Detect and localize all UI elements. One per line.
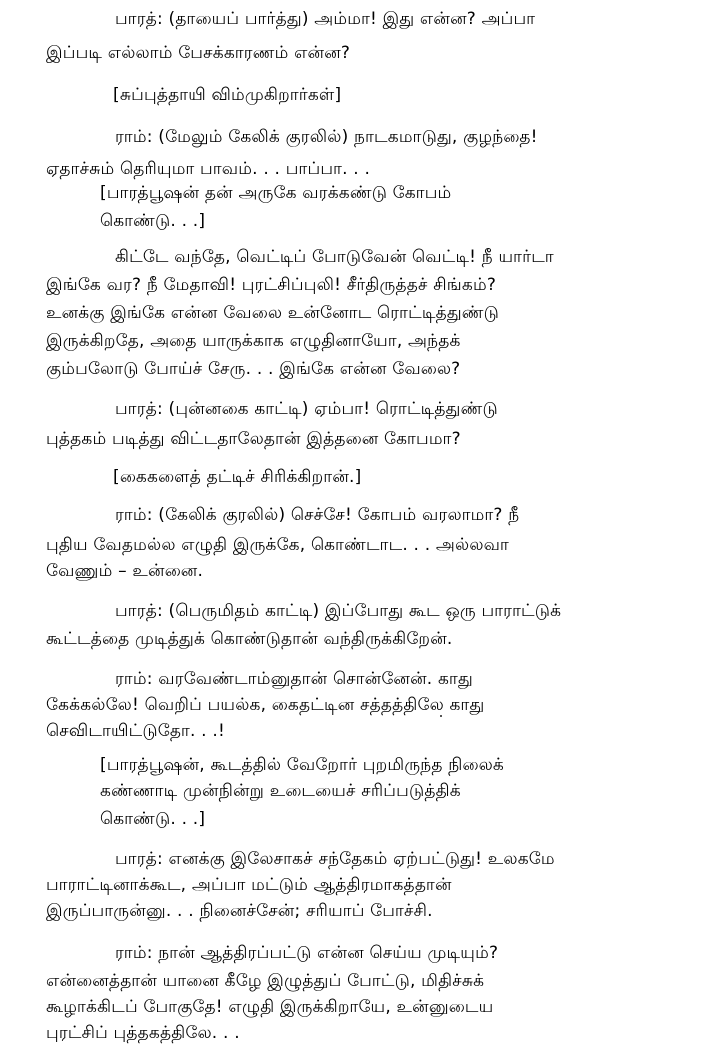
text-line: ராம்: (கேலிக் குரலில்) செச்சே! கோபம் வரலாமா? நீ: [115, 505, 520, 525]
text-line: பாரத்: (புன்னகை காட்டி) ஏம்பா! ரொட்டித்துண்டு: [115, 399, 498, 419]
stage-direction-line: [பாரத்பூஷன், கூடத்தில் வேறோர் புறமிருந்த நிலைக்: [100, 755, 505, 775]
text-line: புத்தகம் படித்து விட்டதாலேதான் இத்தனை கோபமா?: [46, 429, 461, 449]
text-line: புதிய வேதமல்ல எழுதி இருக்கே, கொண்டாட. . . அல்லவா: [46, 535, 510, 555]
text-line: பாராட்டினாக்கூட, அப்பா மட்டும் ஆத்திரமாகத்தான்: [46, 875, 452, 895]
stage-direction-line: [கைகளைத் தட்டிச் சிரிக்கிறான்.]: [113, 467, 362, 487]
text-line: பாரத்: (தாயைப் பார்த்து) அம்மா! இது என்ன? அப்பா: [115, 9, 536, 29]
text-line: செவிடாயிட்டுதோ. . .!: [46, 721, 226, 741]
text-line: கேக்கல்லே! வெறிப் பயல்க, கைதட்டின சத்தத்திலே காது: [46, 695, 485, 715]
text-line: இருக்கிறதே, அதை யாருக்காக எழுதினாயோ, அந்தக்: [46, 331, 461, 351]
text-line: பாரத்: (பெருமிதம் காட்டி) இப்போது கூட ஒரு பாராட்டுக்: [115, 601, 562, 621]
stage-direction-line: [பாரத்பூஷன் தன் அருகே வரக்கண்டு கோபம்: [100, 183, 452, 203]
text-line: ராம்: நான் ஆத்திரப்பட்டு என்ன செய்ய முடியும்?: [115, 943, 499, 963]
text-line: இப்படி எல்லாம் பேசக்காரணம் என்ன?: [46, 43, 351, 63]
text-line: கூழாக்கிடப் போகுதே! எழுதி இருக்கிறாயே, உன்னுடைய: [46, 997, 494, 1017]
text-line: பாரத்: எனக்கு இலேசாகச் சந்தேகம் ஏற்பட்டுது! உலகமே: [115, 849, 555, 869]
stage-direction-line: [சுப்புத்தாயி விம்முகிறார்கள்]: [113, 85, 342, 105]
stage-direction-line: கொண்டு. . .]: [100, 809, 206, 829]
stage-direction-line: கொண்டு. . .]: [100, 211, 206, 231]
scan-speck: [440, 715, 442, 717]
text-line: என்னைத்தான் யானை கீழே இழுத்துப் போட்டு, மிதிச்சுக்: [46, 971, 485, 991]
text-line: கூட்டத்தை முடித்துக் கொண்டுதான் வந்திருக்கிறேன்.: [46, 629, 453, 649]
text-line: கிட்டே வந்தே, வெட்டிப் போடுவேன் வெட்டி! நீ யார்டா: [115, 247, 554, 267]
text-line: புரட்சிப் புத்தகத்திலே. . .: [46, 1023, 240, 1043]
text-line: இருப்பாருன்னு. . . நினைச்சேன்; சரியாப் போச்சி.: [46, 901, 433, 921]
text-line: ஏதாச்சும் தெரியுமா பாவம். . . பாப்பா. . .: [46, 159, 371, 179]
text-line: வேணும் – உன்னை.: [46, 561, 204, 581]
text-line: ராம்: வரவேண்டாம்னுதான் சொன்னேன். காது: [115, 669, 473, 689]
text-line: கும்பலோடு போய்ச் சேரு. . . இங்கே என்ன வேலை?: [46, 359, 461, 379]
text-line: இங்கே வர? நீ மேதாவி! புரட்சிப்புலி! சீர்திருத்தச் சிங்கம்?: [46, 275, 497, 295]
text-line: உனக்கு இங்கே என்ன வேலை உன்னோட ரொட்டித்துண்டு: [46, 303, 500, 323]
text-line: ராம்: (மேலும் கேலிக் குரலில்) நாடகமாடுது, குழந்தை!: [115, 127, 538, 147]
stage-direction-line: கண்ணாடி முன்நின்று உடையைச் சரிப்படுத்திக்: [100, 781, 461, 801]
